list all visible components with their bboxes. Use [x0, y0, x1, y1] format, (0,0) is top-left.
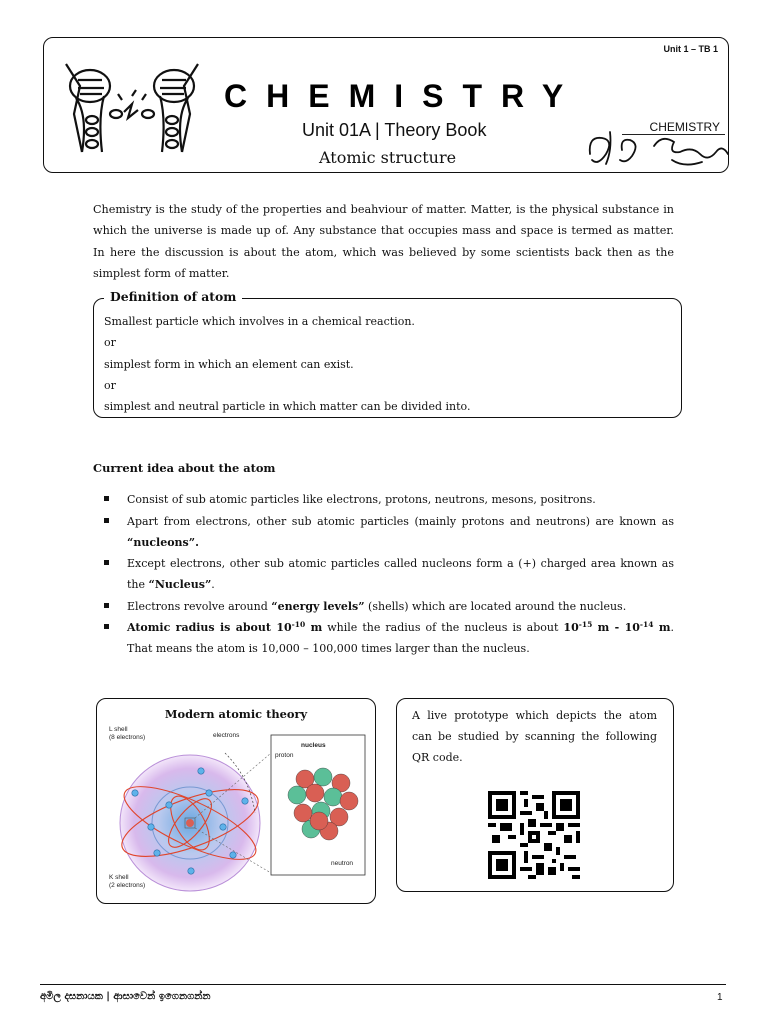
page-number: 1 [717, 992, 723, 1003]
figure-title: Modern atomic theory [164, 707, 308, 721]
definition-line: or [104, 336, 116, 350]
definition-line: Smallest particle which involves in a chemical reaction. [104, 315, 415, 328]
qr-card [396, 698, 674, 892]
sinhala-signature-logo [584, 124, 732, 172]
definition-lines [104, 311, 664, 417]
atom-diagram [105, 723, 367, 899]
intro-paragraph: Chemistry is the study of the properties and beahviour of matter. Matter, is the physical substance in which the universe is made up of. Any substance that occupies mass and space is termed as matter. In here the discussion is about the atom, which was believed by some scientists back then as the simplest form of matter. [93, 203, 674, 281]
section-title: Current idea about the atom [93, 461, 276, 475]
definition-line: or [104, 378, 116, 392]
bullet-square-icon [104, 518, 109, 523]
topic-title: Atomic structure [319, 148, 457, 167]
definition-line: simplest and neutral particle in which matter can be divided into. [104, 400, 471, 414]
neutron-label: neutron [331, 860, 354, 867]
bullet-square-icon [104, 496, 109, 501]
unit-subtitle: Unit 01A | Theory Book [302, 120, 487, 140]
list-item: Except electrons, other sub atomic particles called nucleons form a (+) charged area known as the “Nucleus”. [104, 553, 674, 595]
bullet-list [104, 489, 674, 660]
l-shell-count: (8 electrons) [109, 734, 146, 741]
k-shell-count: (2 electrons) [109, 882, 146, 889]
bullet-square-icon [104, 603, 109, 608]
list-item: Atomic radius is about $10^{-10}$ m while the radius of the nucleus is about $10^{-15}$ m - $10^{-14}$ m. That means the atom is 10,000 – 100,000 times larger than the nucleus. [104, 617, 674, 659]
brand-word: CHEMISTRY [649, 120, 720, 134]
qr-code[interactable] [488, 791, 580, 879]
electrons-label: electrons [213, 732, 240, 739]
k-shell-label: K shell [109, 874, 129, 881]
atomic-theory-card [96, 698, 376, 904]
definition-title: Definition of atom [104, 288, 242, 306]
list-item: Electrons revolve around “energy levels” (shells) which are located around the nucleus. [104, 596, 674, 617]
raised-fists-breaking-chains-icon [58, 56, 206, 158]
footer-divider [40, 984, 726, 985]
unit-tag: Unit 1 – TB 1 [663, 44, 718, 54]
header-box [43, 37, 729, 173]
nucleus-label: nucleus [301, 742, 326, 749]
bullet-square-icon [104, 560, 109, 565]
main-title: CHEMISTRY [224, 78, 583, 114]
definition-line: simplest form in which an element can exist. [104, 357, 354, 371]
qr-card-text: A live prototype which depicts the atom can be studied by scanning the following QR code. [412, 709, 657, 764]
list-item: Consist of sub atomic particles like electrons, protons, neutrons, mesons, positrons. [104, 489, 674, 510]
footer-author: අමිල දසනායක | ආසාවෙන් ඉගෙනගන්න [40, 991, 211, 1002]
bullet-square-icon [104, 624, 109, 629]
list-item: Apart from electrons, other sub atomic particles (mainly protons and neutrons) are known as “nucleons”. [104, 511, 674, 553]
l-shell-label: L shell [109, 726, 128, 733]
proton-label: proton [275, 752, 294, 759]
